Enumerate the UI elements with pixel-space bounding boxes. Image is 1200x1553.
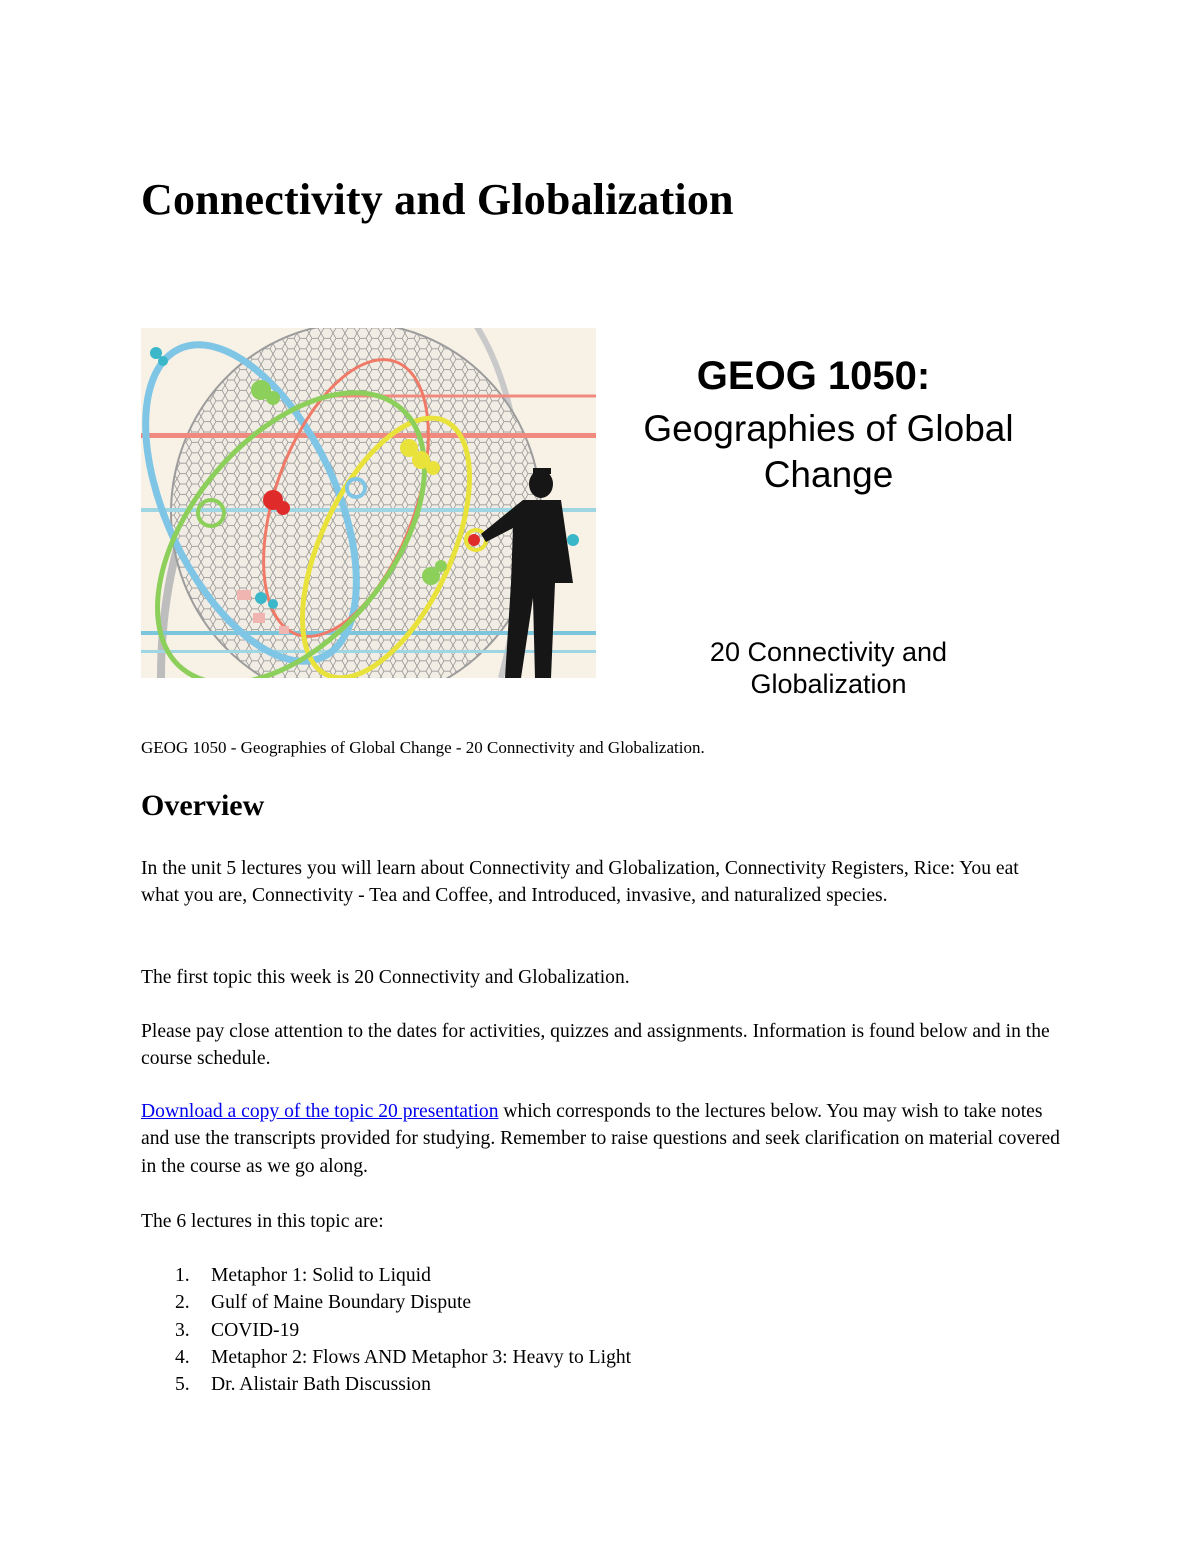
banner-course-code: GEOG 1050:	[696, 354, 931, 398]
list-item-number: 2.	[175, 1292, 190, 1314]
download-presentation-link[interactable]: Download a copy of the topic 20 presentation	[141, 1101, 499, 1122]
list-item-label: Metaphor 1: Solid to Liquid	[211, 1265, 431, 1286]
list-item-label: Metaphor 2: Flows AND Metaphor 3: Heavy to Light	[211, 1346, 632, 1368]
list-item-number: 3.	[175, 1319, 190, 1341]
download-paragraph	[141, 1098, 1061, 1180]
banner-topic-line1: 20 Connectivity and	[709, 637, 948, 667]
course-banner-image	[141, 328, 1061, 708]
list-item-number: 5.	[175, 1374, 190, 1396]
intro-paragraph: In the unit 5 lectures you will learn about Connectivity and Globalization, Connectivity Registers, Rice: You eat what you are, Connectivity - Tea and Coffee, and Introduced, invasive, and naturalized species.	[141, 858, 1019, 907]
dates-paragraph: Please pay close attention to the dates for activities, quizzes and assignments. Information is found below and in the course schedule.	[141, 1021, 1050, 1070]
banner-course-name	[596, 406, 1061, 498]
banner-topic-line2: Globalization	[750, 669, 907, 699]
list-item	[141, 1289, 631, 1316]
list-item-label: Gulf of Maine Boundary Dispute	[211, 1292, 472, 1314]
list-item	[141, 1317, 631, 1344]
lectures-intro-paragraph: The 6 lectures in this topic are:	[141, 1211, 384, 1232]
banner-text-block	[596, 328, 1061, 708]
list-item-number: 1.	[175, 1265, 190, 1286]
list-item-number: 4.	[175, 1346, 190, 1368]
first-topic-paragraph: The first topic this week is 20 Connectivity and Globalization.	[141, 967, 630, 988]
lectures-list	[141, 1262, 631, 1398]
overview-heading: Overview	[141, 789, 265, 822]
list-item-label: Dr. Alistair Bath Discussion	[211, 1374, 431, 1396]
globe-network-illustration	[141, 328, 596, 678]
image-caption: GEOG 1050 - Geographies of Global Change - 20 Connectivity and Globalization.	[141, 738, 705, 757]
list-item	[141, 1262, 631, 1289]
banner-topic	[596, 636, 1061, 700]
banner-course-name-line2: Change	[763, 454, 894, 495]
download-paragraph-text: which corresponds to the lectures below. You may wish to take notes and use the transcripts provided for studying. Remember to raise questions and seek clarification on material covered in the course as we go along.	[141, 1101, 1060, 1177]
page-title: Connectivity and Globalization	[141, 175, 734, 224]
banner-course-name-line1: Geographies of Global	[643, 408, 1014, 449]
list-item	[141, 1371, 631, 1398]
list-item	[141, 1344, 631, 1371]
list-item-label: COVID-19	[211, 1319, 300, 1341]
